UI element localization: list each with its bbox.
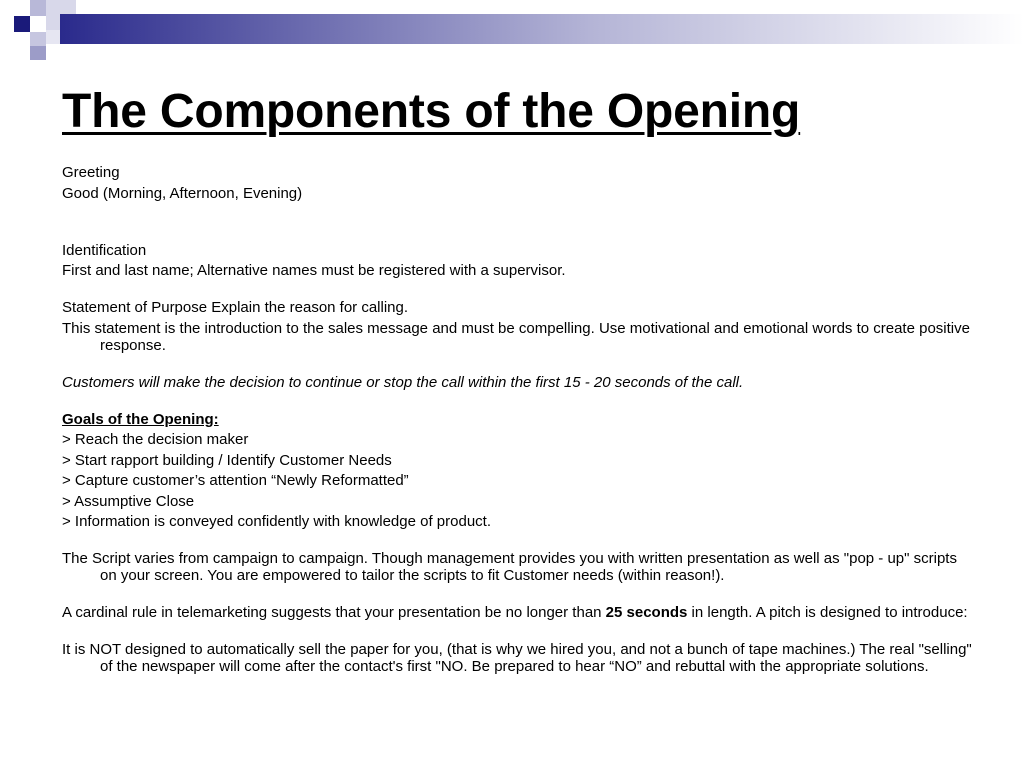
not-designed-text bbox=[62, 641, 972, 675]
decorative-square bbox=[30, 32, 46, 46]
not-designed-end: and rebuttal with the appropriate solutions. bbox=[641, 658, 929, 675]
decorative-square bbox=[14, 16, 30, 32]
identification-text: First and last name; Alternative names must be registered with a supervisor. bbox=[62, 262, 566, 279]
cardinal-bold: 25 seconds bbox=[605, 604, 688, 621]
cardinal-text-before: A cardinal rule in telemarketing suggests that your presentation be no longer than bbox=[62, 604, 606, 621]
script-text: The Script varies from campaign to campaign. Though management provides you with written presentation as well as "pop - up" scripts on your screen. You are empowered to tailor the scripts to fit Customer needs (within reason!). bbox=[62, 550, 957, 584]
goal-item: > Start rapport building / Identify Customer Needs bbox=[62, 451, 392, 469]
decorative-square bbox=[46, 30, 60, 44]
greeting-heading: Greeting bbox=[62, 164, 120, 181]
cardinal-text-after: in length. A pitch is designed to introduce: bbox=[687, 604, 968, 621]
goals-heading: Goals of the Opening: bbox=[62, 410, 219, 428]
cardinal-rule-text bbox=[62, 604, 972, 621]
decorative-square bbox=[30, 46, 46, 60]
goals-heading-line bbox=[62, 411, 972, 428]
goal-item: > Information is conveyed confidently with knowledge of product. bbox=[62, 513, 491, 530]
decorative-square bbox=[30, 0, 46, 16]
identification-heading: Identification bbox=[62, 241, 147, 259]
purpose-heading: Statement of Purpose Explain the reason for calling. bbox=[62, 299, 409, 316]
goal-item: > Reach the decision maker bbox=[62, 431, 249, 448]
goal-item: > Capture customer’s attention “Newly Reformatted” bbox=[62, 472, 409, 489]
goal-item: > Assumptive Close bbox=[62, 492, 195, 510]
slide-title: The Components of the Opening bbox=[62, 85, 801, 138]
header-gradient-bar bbox=[60, 14, 1024, 44]
greeting-text: Good (Morning, Afternoon, Evening) bbox=[62, 184, 303, 202]
not-designed-main: It is NOT designed to automatically sell the paper for you, (that is why we hired you, and not a bunch of tape machines.) The real "selling" of the newspaper will come after the contact's first "NO. Be prepared to hear “NO” bbox=[62, 641, 972, 675]
decision-note: Customers will make the decision to continue or stop the call within the first 15 - 20 seconds of the call. bbox=[62, 373, 744, 391]
purpose-text: This statement is the introduction to the sales message and must be compelling. Use motivational and emotional words to create positive response. bbox=[62, 319, 970, 354]
slide-body bbox=[62, 164, 972, 679]
